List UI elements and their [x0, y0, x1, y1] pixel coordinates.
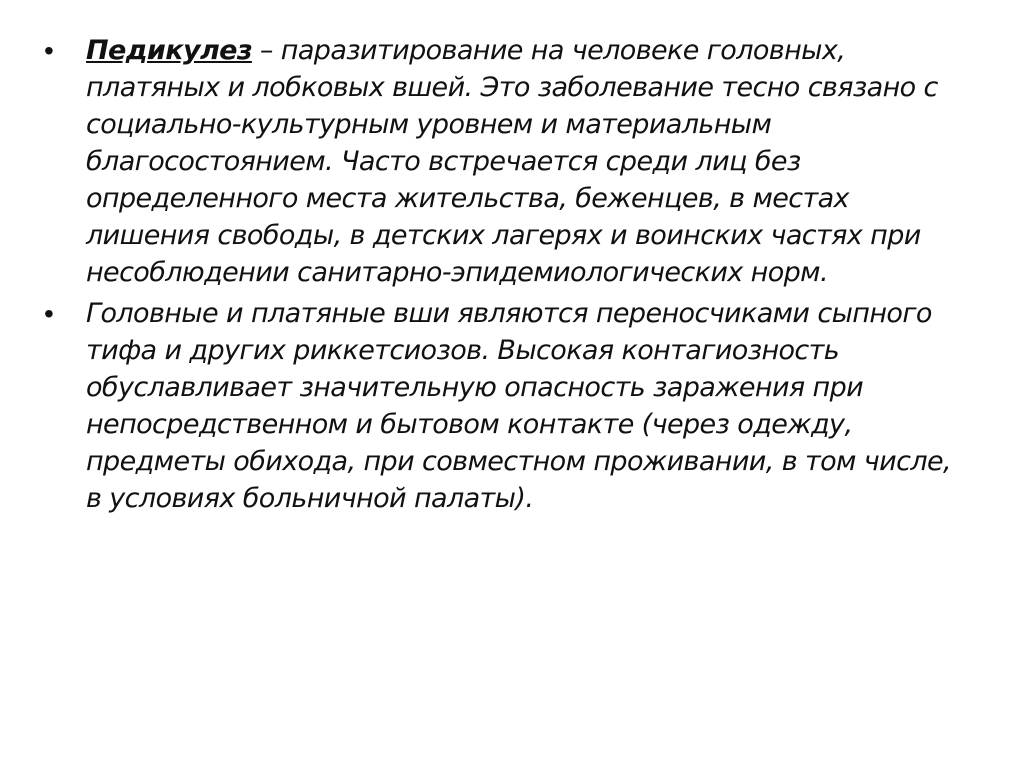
term-pediculosis: Педикулез [86, 35, 252, 66]
bullet-dot-icon: • [44, 298, 54, 329]
bullet-text [86, 295, 974, 517]
bullet-item-vectors [44, 295, 974, 517]
bullet-list [44, 32, 974, 521]
definition-text: – паразитирование на человеке головных, платяных и лобковых вшей. Это заболевание тесно связано с социально-культурным уровнем и материальным благосостоянием. Часто встречается среди лиц без определенного места жительства, беженцев, в местах лишения свободы, в детских лагерях и воинских частях при несоблюдении санитарно-эпидемиологических норм. [86, 35, 938, 288]
vectors-text: Головные и платяные вши являются переносчиками сыпного тифа и других риккетсиозов. Высокая контагиозность обуславливает значительную опасность заражения при непосредственном и бытовом контакте (через одежду, предметы обихода, при совместном проживании, в том числе, в условиях больничной палаты). [86, 298, 951, 514]
bullet-dot-icon: • [44, 35, 54, 66]
bullet-item-definition [44, 32, 974, 291]
bullet-text [86, 32, 974, 291]
